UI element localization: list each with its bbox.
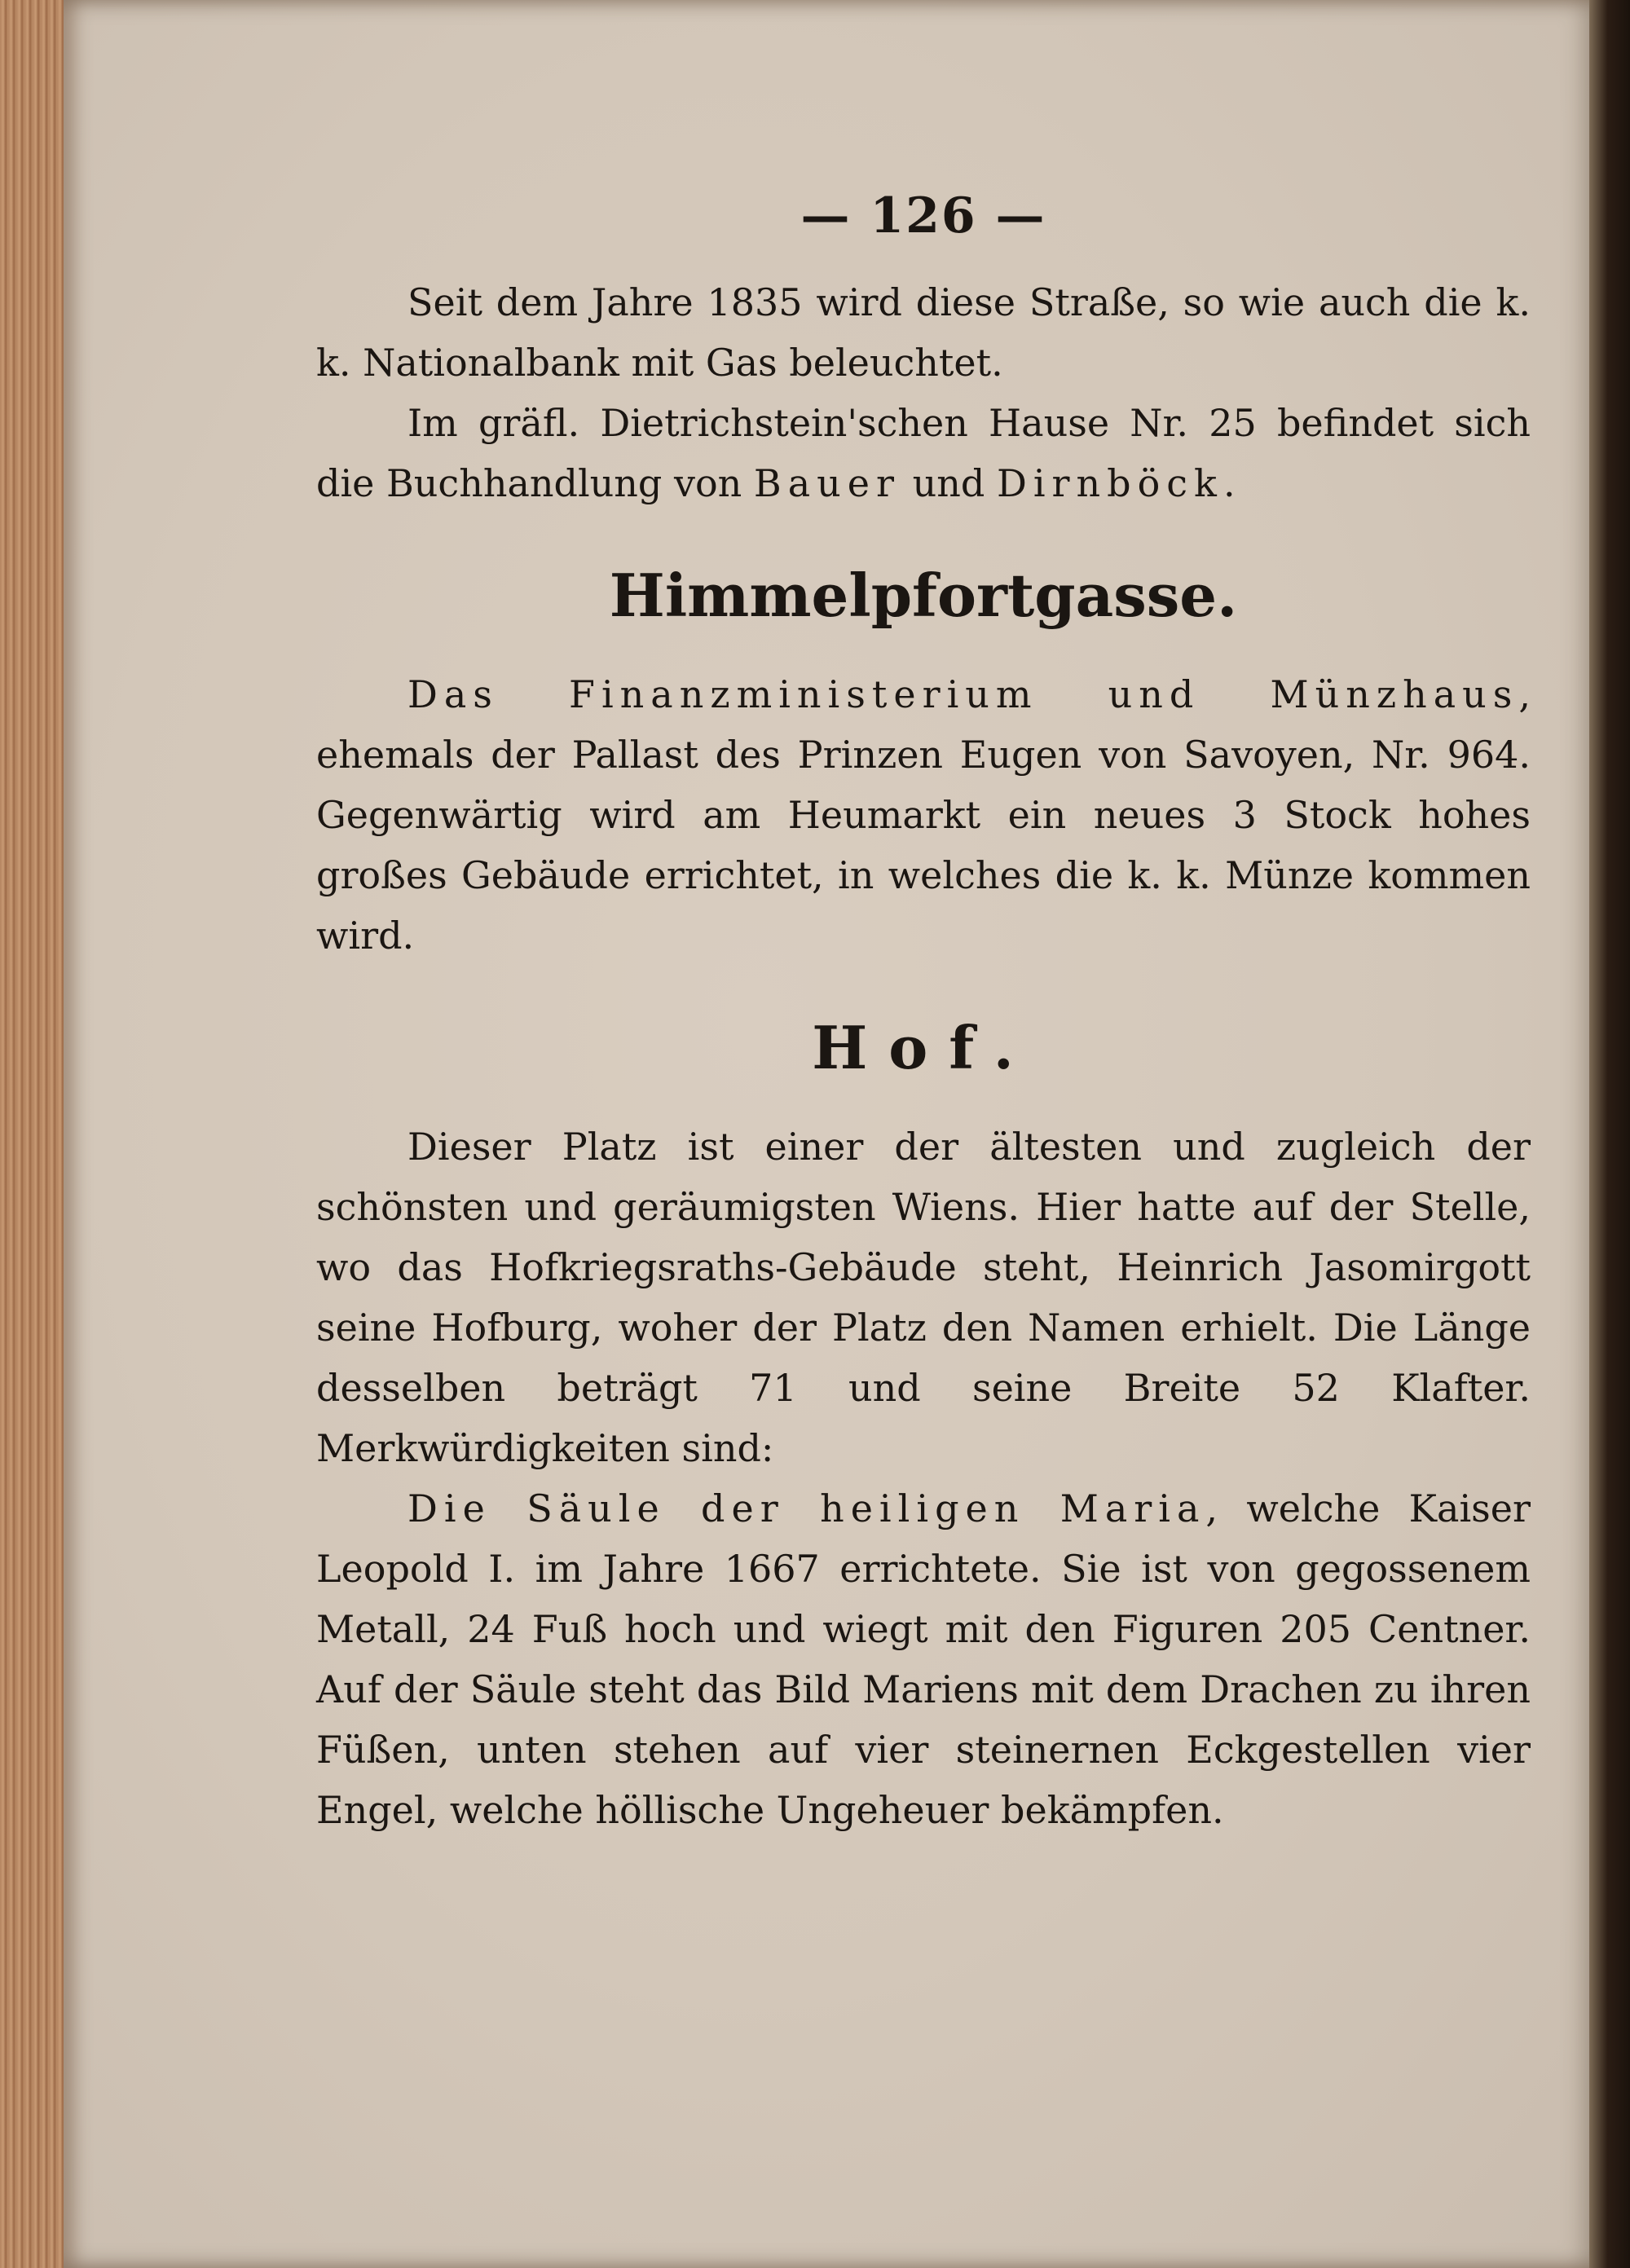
bookshop-text: Im gräfl. Dietrichstein'schen Hause Nr. 25 befindet sich die Buchhandlung von: [316, 401, 1531, 505]
text-block: [316, 187, 1531, 1840]
paragraph-mariensaeule: [316, 1478, 1531, 1840]
heading-hof: Hof.: [812, 1013, 1035, 1082]
paragraph-finanzministerium: [316, 664, 1531, 966]
paragraph-gas-lighting: Seit dem Jahre 1835 wird diese Straße, so wie auch die k. k. Nationalbank mit Gas beleuchtet.: [316, 280, 1531, 385]
heading-himmelpfortgasse: Himmelpfortgasse.: [609, 561, 1238, 630]
conjunction-text: und: [900, 461, 997, 505]
paragraph-bookshop: [316, 393, 1531, 513]
bookseller-name-dirnboeck: Dirnböck: [996, 461, 1223, 505]
finanzministerium-emphasis: Das Finanzministerium und Münzhaus: [408, 672, 1519, 716]
finanzministerium-text: , ehemals der Pallast des Prinzen Eugen von Savoyen, Nr. 964. Gegenwärtig wird am Heumarkt ein neues 3 Stock hohes großes Gebäude errichtet, in welches die k. k. Münze kommen wird.: [316, 672, 1531, 958]
binding-shadow: [1589, 0, 1630, 2268]
mariensaeule-text: , welche Kaiser Leopold I. im Jahre 1667 errichtete. Sie ist von gegossenem Metall, 24 Fuß hoch und wiegt mit den Figuren 205 Centner. Auf der Säule steht das Bild Mariens mit dem Drachen zu ihren Füßen, unten stehen auf vier steinernen Eckgestellen vier Engel, welche höllische Ungeheuer bekämpfen.: [316, 1486, 1531, 1832]
bookseller-name-bauer: Bauer: [753, 461, 901, 505]
period: .: [1222, 461, 1236, 505]
book-page: [64, 0, 1600, 2268]
paragraph-hof-description: Dieser Platz ist einer der ältesten und zugleich der schönsten und geräumigsten Wiens. Hier hatte auf der Stelle, wo das Hofkriegsraths-Gebäude steht, Heinrich Jasomirgott seine Hofburg, woher der Platz den Namen erhielt. Die Länge desselben beträgt 71 und seine Breite 52 Klafter. Merkwürdigkeiten sind:: [316, 1125, 1531, 1470]
page-number: — 126 —: [800, 187, 1046, 244]
mariensaeule-emphasis: Die Säule der heiligen Maria: [408, 1486, 1206, 1530]
